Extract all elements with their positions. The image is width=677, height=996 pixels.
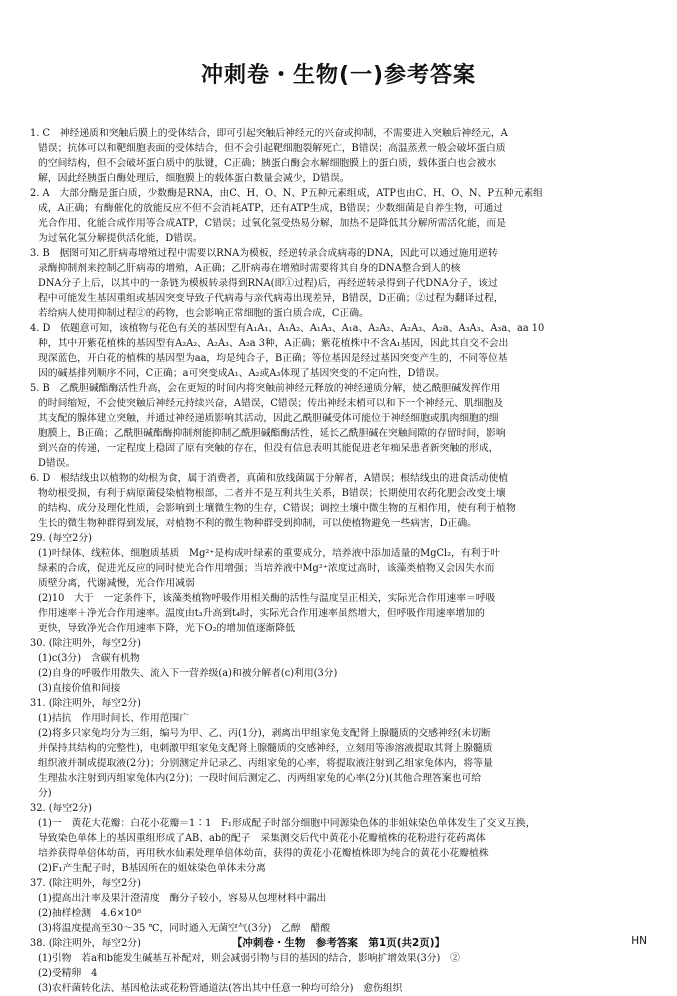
answer-line: 生长的微生物种群得到发展，对植物不利的微生物种群受到抑制，可以使植物避免一些病害，D正确。 [38, 518, 477, 529]
answer-block [30, 471, 650, 531]
answer-line: 32. (每空2分) [30, 803, 92, 814]
answer-line: 质壁分离，代谢减慢，光合作用减弱 [38, 578, 195, 589]
answer-body [30, 126, 650, 996]
answer-line: 1. C 神经递质和突触后膜上的受体结合，即可引起突触后神经元的兴奋或抑制，不需要进入突触后神经元，A [30, 128, 508, 139]
answer-block [30, 876, 650, 936]
answer-line: (1)提高出汁率及果汁澄清度 酶分子较小，容易从包埋材料中漏出 [38, 893, 327, 904]
answer-line: 为过氧化氢分解提供活化能，D错误。 [38, 233, 203, 244]
answer-line: 的空间结构，但不会破坏蛋白质中的肽键，C正确；胰蛋白酶会水解细胞膜上的蛋白质，载体蛋白也会被水 [38, 158, 497, 169]
answer-block [30, 246, 650, 321]
answer-line: 并保持其结构的完整性)，电刺激甲组家兔支配肾上腺髓质的交感神经，立刻用等渗溶液提取其肾上腺髓质 [38, 743, 493, 754]
answer-line: 的时间缩短，不会使突触后神经元持续兴奋，A错误，C错误；传出神经末梢可以和下一个神经元、肌细胞及 [38, 398, 504, 409]
answer-line: 因的碱基排列顺序不同，C正确；a可突变成A₁、A₂或A₃体现了基因突变的不定向性，D错误。 [38, 368, 445, 379]
answer-line: 解，因此经胰蛋白酶处理后，细胞膜上的载体蛋白数量会减少，D错误。 [38, 173, 350, 184]
answer-line: (1)一 黄花大花瓣：白花小花瓣＝1∶1 F₁形成配子时部分细胞中同源染色体的非姐妹染色单体发生了交叉互换， [38, 818, 536, 829]
answer-line: 光合作用、化能合成作用等合成ATP，C错误；过氧化氢受热易分解，加热不是降低其分解所需活化能，而是 [38, 218, 507, 229]
answer-block [30, 186, 650, 246]
answer-block [30, 126, 650, 186]
answer-line: 培养获得单倍体幼苗，再用秋水仙素处理单倍体幼苗，获得的黄花小花瓣植株即为纯合的黄花小花瓣植株 [38, 848, 489, 859]
answer-line: 种，其中开紫花植株的基因型有A₂A₂、A₂A₃、A₂a 3种，A正确；紫花植株中不含A₁基因，因此其自交不会出 [38, 338, 509, 349]
answer-line: (2)受精卵 4 [38, 968, 98, 979]
answer-line: 作用速率＋净光合作用速率。温度由t₃升高到t₄时，实际光合作用速率虽然增大，但呼吸作用速率增加的 [38, 608, 485, 619]
answer-block [30, 381, 650, 471]
answer-line: 4. D 依题意可知，该植物与花色有关的基因型有A₁A₁、A₁A₂、A₁A₃、A₁a、A₂A₂、A₂A₃、A₂a、A₃A₃、A₃a、aa 10 [30, 323, 545, 334]
answer-line: 2. A 大部分酶是蛋白质，少数酶是RNA，由C、H、O、N、P五种元素组成，ATP也由C、H、O、N、P五种元素组 [30, 188, 543, 199]
answer-line: (1)叶绿体、线粒体、细胞质基质 Mg²⁺是构成叶绿素的重要成分，培养液中添加适量的MgCl₂，有利于叶 [38, 548, 501, 559]
answer-line: 绿素的合成，促进光反应的同时使光合作用增强；当培养液中Mg²⁺浓度过高时，该藻类植物又会因失水而 [38, 563, 495, 574]
answer-line: (1)引物 若a和b能发生碱基互补配对，则会减弱引物与目的基因的结合，影响扩增效果(3分) ② [38, 953, 460, 964]
answer-line: 其支配的腺体建立突触，并通过神经递质影响其活动，因此乙酰胆碱受体可能位于神经细胞或肌肉细胞的细 [38, 413, 499, 424]
answer-line: (1)c(3分) 含碳有机物 [38, 653, 140, 664]
answer-line: 生理盐水注射到丙组家兔体内(2分)；一段时间后测定乙、丙两组家兔的心率(2分)(其他合理答案也可给 [38, 773, 482, 784]
answer-line: 31. (除注明外，每空2分) [30, 698, 141, 709]
answer-line: (1)拮抗 作用时间长、作用范围广 [38, 713, 190, 724]
answer-line: 错误；抗体可以和靶细胞表面的受体结合，但不会引起靶细胞裂解死亡，B错误；高温蒸煮一般会破坏蛋白质 [38, 143, 506, 154]
answer-line: (2)F₁产生配子时，B基因所在的姐妹染色单体未分离 [38, 863, 266, 874]
answer-line: 成，A正确；有酶催化的放能反应不但不会消耗ATP，还有ATP生成，B错误；少数细菌是自养生物，可通过 [38, 203, 504, 214]
answer-line: 物幼根受损，有利于病原菌侵染植物根部，二者并不是互利共生关系，B错误；长期使用农药化肥会改变土壤 [38, 488, 506, 499]
answer-line: 组织液并制成提取液(2分)；分别测定并记录乙、丙组家兔的心率，将提取液注射到乙组家兔体内，将等量 [38, 758, 493, 769]
answer-line: 现深蓝色，开白花的植株的基因型为aa，均是纯合子，B正确；等位基因是经过基因突变产生的，不同等位基 [38, 353, 508, 364]
page-title: 冲刺卷・生物(一)参考答案 [200, 63, 477, 88]
answer-line: 程中可能发生基因重组或基因突变导致子代病毒与亲代病毒出现差异，B错误，D正确；②过程为翻译过程， [38, 293, 504, 304]
answer-block [30, 321, 650, 381]
answer-line: 的结构、成分及理化性质，会影响到土壤微生物的生存，C错误；调控土壤中微生物的互相作用，使有利于植物 [38, 503, 516, 514]
answer-line: DNA分子上后，以其中的一条链为模板转录得到RNA(即①过程)后，再经逆转录得到子代DNA分子，该过 [38, 278, 498, 289]
answer-line: 分) [38, 788, 52, 799]
answer-line: 录酶抑制剂来控制乙肝病毒的增殖，A正确；乙肝病毒在增殖时需要将其自身的DNA整合到人的核 [38, 263, 461, 274]
answer-line: 胞膜上，B正确；乙酰胆碱酯酶抑制剂能抑制乙酰胆碱酯酶活性，延长乙酰胆碱在突触间隙的存留时间，影响 [38, 428, 506, 439]
answer-line: (2)自身的呼吸作用散失、流入下一营养级(a)和被分解者(c)利用(3分) [38, 668, 338, 679]
answer-line: 30. (除注明外，每空2分) [30, 638, 141, 649]
answer-line: (3)直接价值和间接 [38, 683, 121, 694]
answer-line: 更快，导致净光合作用速率下降，光下O₂的增加值逐渐降低 [38, 623, 295, 634]
page-footer: 【冲刺卷・生物 参考答案 第1页(共2页)】 [231, 937, 446, 949]
answer-line: 导致染色单体上的基因重组形成了AB、ab的配子 采集测交后代中黄花小花瓣植株的花粉进行花药离体 [38, 833, 486, 844]
answer-block [30, 636, 650, 696]
answer-line: 37. (除注明外，每空2分) [30, 878, 141, 889]
answer-line: D错误。 [38, 458, 76, 469]
answer-line: 3. B 据图可知乙肝病毒增殖过程中需要以RNA为模板，经逆转录合成病毒的DNA，因此可以通过施用逆转 [30, 248, 498, 259]
answer-line: (2)抽样检测 4.6×10⁸ [38, 908, 142, 919]
answer-line: (2)将多只家兔均分为三组，编号为甲、乙、丙(1分)，剥离出甲组家兔支配肾上腺髓质的交感神经(未切断 [38, 728, 491, 739]
answer-line: (3)农杆菌转化法、基因枪法或花粉管通道法(答出其中任意一种均可给分) 愈伤组织 [38, 983, 403, 994]
answer-line: 到兴奋的传递，一定程度上稳固了原有突触的存在，但没有信息表明其能促进老年痴呆患者新突触的形成， [38, 443, 499, 454]
answer-line: 6. D 根结线虫以植物的幼根为食，属于消费者，真菌和放线菌属于分解者，A错误；根结线虫的进食活动使植 [30, 473, 509, 484]
region-code: HN [631, 935, 647, 947]
answer-line: 若给病人使用抑制过程②的药物，也会影响正常细胞的蛋白质合成，C正确。 [38, 308, 369, 319]
answer-block [30, 696, 650, 801]
answer-line: (2)10 大于 一定条件下，该藻类植物呼吸作用相关酶的活性与温度呈正相关，实际光合作用速率＝呼吸 [38, 593, 496, 604]
answer-line: 38. (除注明外，每空2分) [30, 938, 141, 949]
answer-block [30, 531, 650, 636]
answer-line: 5. B 乙酰胆碱酯酶活性升高，会在更短的时间内将突触前神经元释放的神经递质分解，使乙酰胆碱发挥作用 [30, 383, 501, 394]
answer-block [30, 801, 650, 876]
answer-line: (3)将温度提高至30～35 ℃，同时通入无菌空气(3分) 乙醇 醋酸 [38, 923, 331, 934]
answer-line: 29. (每空2分) [30, 533, 92, 544]
